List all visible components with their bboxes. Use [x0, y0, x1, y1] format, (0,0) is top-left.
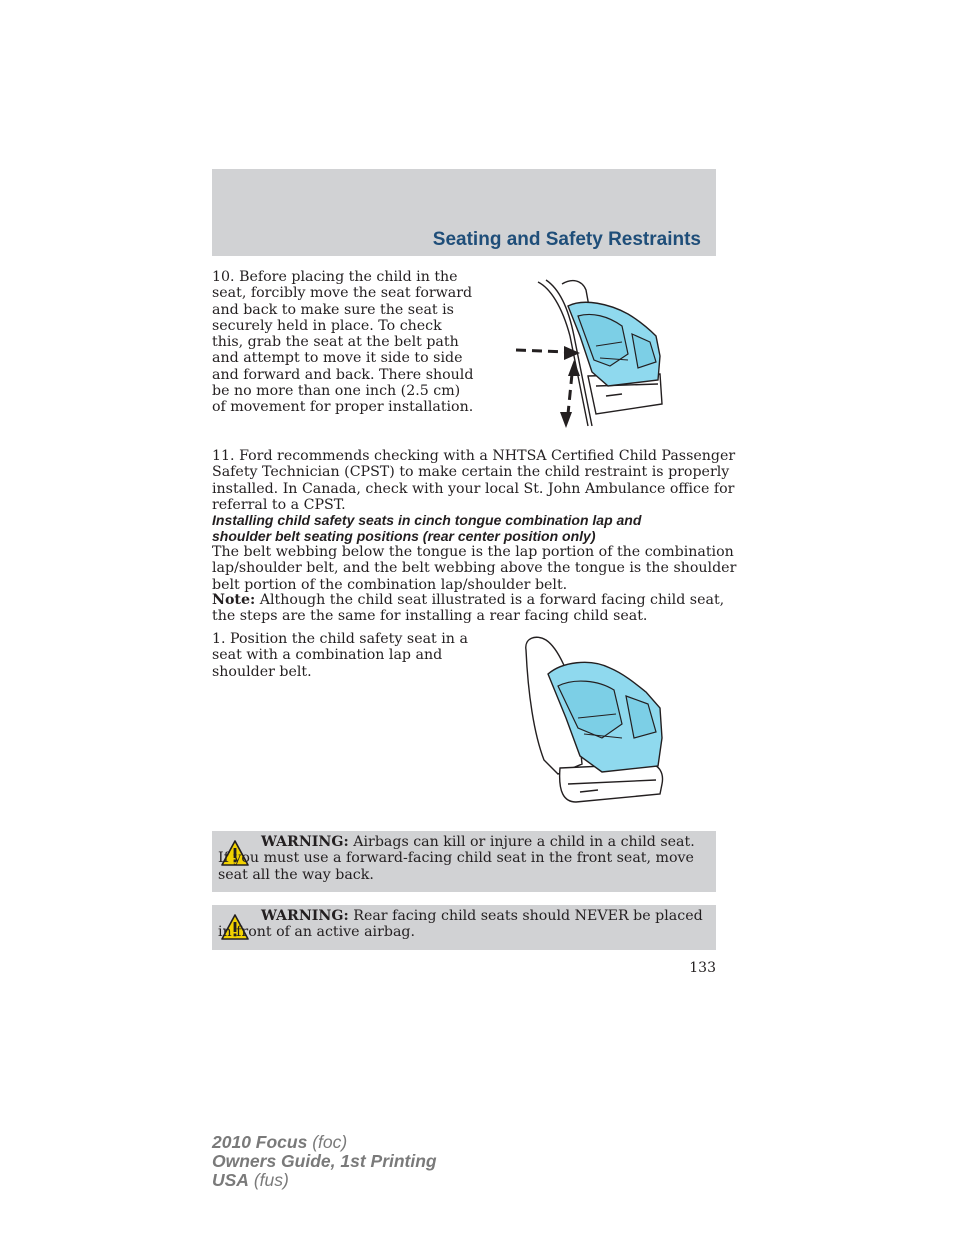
text-line: seat with a combination lap and — [212, 647, 443, 664]
footer-line — [212, 1133, 437, 1152]
text-line: shoulder belt. — [212, 663, 312, 680]
text-line: and back to make sure the seat is — [212, 301, 454, 318]
text-line: securely held in place. To check — [212, 317, 442, 334]
text-line: Safety Technician (CPST) to make certain the child restraint is properly — [212, 464, 730, 481]
subheading-line: Installing child safety seats in cinch tongue combination lap and — [212, 512, 642, 528]
text-line: 11. Ford recommends checking with a NHTSA Certified Child Passenger — [212, 448, 736, 464]
step-11-text — [212, 448, 735, 513]
section-title: Seating and Safety Restraints — [432, 229, 701, 250]
seat-movement-check-illustration — [510, 276, 670, 432]
footer-guide: Owners Guide, 1st Printing — [212, 1151, 437, 1171]
text-line: the steps are the same for installing a rear facing child seat. — [212, 608, 648, 625]
section-subheading — [212, 512, 722, 544]
footer-model: 2010 Focus — [212, 1132, 308, 1152]
text-line: 10. Before placing the child in the — [212, 269, 458, 285]
warning-message: Airbags can kill or injure a child in a child seat. If you must use a forward-facing child seat in the front seat, move seat all the way back. — [218, 834, 695, 883]
warning-message: Rear facing child seats should NEVER be placed in front of an active airbag. — [218, 908, 703, 941]
note-text: Although the child seat illustrated is a forward facing child seat, — [255, 592, 725, 608]
section-header-bar — [212, 169, 716, 256]
step-10-text — [212, 269, 473, 416]
text-line: installed. In Canada, check with your local St. John Ambulance office for — [212, 480, 735, 497]
footer-model-code: (foc) — [307, 1132, 348, 1152]
warning-text — [218, 908, 704, 941]
text-line: The belt webbing below the tongue is the lap portion of the combination — [212, 544, 734, 560]
footer-line — [212, 1171, 437, 1190]
child-seat-in-vehicle-seat-illustration — [518, 634, 668, 808]
text-line: this, grab the seat at the belt path — [212, 334, 459, 351]
text-line: and forward and back. There should — [212, 366, 474, 383]
text-line: 1. Position the child safety seat in a — [212, 631, 468, 647]
text-line: referral to a CPST. — [212, 496, 346, 513]
text-line: lap/shoulder belt, and the belt webbing above the tongue is the shoulder — [212, 560, 737, 577]
text-line: of movement for proper installation. — [212, 399, 474, 416]
warning-label: WARNING: — [261, 834, 349, 850]
text-line: and attempt to move it side to side — [212, 350, 463, 367]
warning-text — [218, 834, 704, 883]
text-line: belt portion of the combination lap/shoulder belt. — [212, 576, 568, 593]
footer-line — [212, 1152, 437, 1171]
text-line — [212, 592, 724, 608]
step-1-text — [212, 631, 468, 680]
page-number: 133 — [689, 960, 716, 976]
subheading-line: shoulder belt seating positions (rear center position only) — [212, 528, 596, 544]
belt-paragraph — [212, 544, 736, 593]
note-paragraph — [212, 592, 724, 625]
warning-label: WARNING: — [261, 908, 349, 924]
note-label: Note: — [212, 592, 256, 608]
text-line: be no more than one inch (2.5 cm) — [212, 383, 461, 400]
document-footer — [212, 1133, 437, 1190]
warning-box-airbag-child — [212, 831, 716, 892]
footer-market: USA — [212, 1170, 249, 1190]
warning-box-rear-facing — [212, 905, 716, 950]
text-line: seat, forcibly move the seat forward — [212, 285, 473, 302]
footer-market-code: (fus) — [248, 1170, 289, 1190]
